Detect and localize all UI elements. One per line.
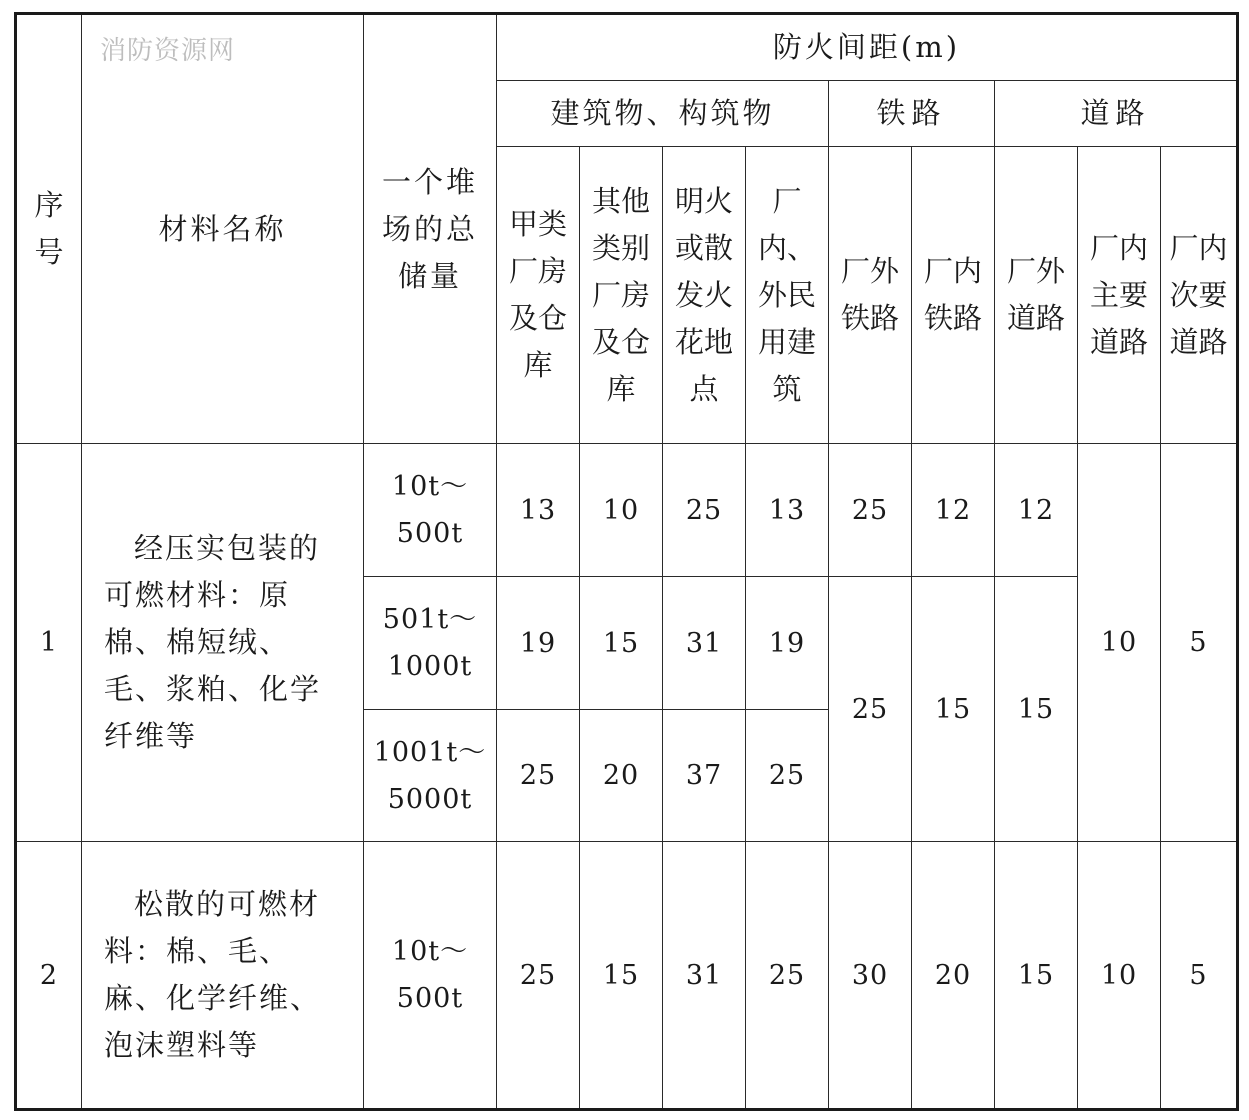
cell-c6: 15 bbox=[912, 577, 995, 842]
row-material bbox=[82, 444, 364, 842]
header-seq: 序号 bbox=[16, 14, 82, 444]
cell-c3: 31 bbox=[663, 577, 746, 710]
cell-c6: 12 bbox=[912, 444, 995, 577]
row-seq: 2 bbox=[16, 842, 82, 1110]
cell-c7: 15 bbox=[995, 577, 1078, 842]
header-col-civil-building: 厂内、外民用建筑 bbox=[746, 147, 829, 444]
cell-c2: 20 bbox=[580, 710, 663, 842]
cell-c8: 10 bbox=[1078, 842, 1161, 1110]
cell-c5: 30 bbox=[829, 842, 912, 1110]
watermark: 消防资源网 bbox=[100, 36, 236, 66]
header-col-class-a: 甲类厂房及仓库 bbox=[497, 147, 580, 444]
cell-c3: 25 bbox=[663, 444, 746, 577]
cell-c5: 25 bbox=[829, 577, 912, 842]
header-col-inside-railway: 厂内铁路 bbox=[912, 147, 995, 444]
row-total: 501t～1000t bbox=[364, 577, 497, 710]
cell-c2: 10 bbox=[580, 444, 663, 577]
row-material-text: 经压实包装的可燃材料：原棉、棉短绒、毛、浆粕、化学纤维等 bbox=[104, 531, 322, 753]
header-col-main-road: 厂内主要道路 bbox=[1078, 147, 1161, 444]
header-distance: 防火间距(m) bbox=[497, 14, 1238, 81]
header-material: 材料名称 bbox=[82, 14, 364, 444]
row-material bbox=[82, 842, 364, 1110]
cell-c1: 25 bbox=[497, 710, 580, 842]
row-total: 10t～500t bbox=[364, 842, 497, 1110]
header-col-open-flame: 明火或散发火花地点 bbox=[663, 147, 746, 444]
cell-c8: 10 bbox=[1078, 444, 1161, 842]
fire-distance-table bbox=[14, 12, 1239, 1111]
header-col-outside-road: 厂外道路 bbox=[995, 147, 1078, 444]
row-total: 10t～500t bbox=[364, 444, 497, 577]
header-col-secondary-road: 厂内次要道路 bbox=[1161, 147, 1238, 444]
cell-c4: 25 bbox=[746, 842, 829, 1110]
row-seq: 1 bbox=[16, 444, 82, 842]
cell-c3: 37 bbox=[663, 710, 746, 842]
cell-c5: 25 bbox=[829, 444, 912, 577]
cell-c9: 5 bbox=[1161, 842, 1238, 1110]
cell-c9: 5 bbox=[1161, 444, 1238, 842]
cell-c1: 25 bbox=[497, 842, 580, 1110]
header-col-outside-railway: 厂外铁路 bbox=[829, 147, 912, 444]
cell-c4: 25 bbox=[746, 710, 829, 842]
row-material-text: 松散的可燃材料：棉、毛、麻、化学纤维、泡沫塑料等 bbox=[104, 887, 322, 1062]
cell-c1: 13 bbox=[497, 444, 580, 577]
table-row bbox=[16, 842, 1238, 1110]
header-group-building: 建筑物、构筑物 bbox=[497, 81, 829, 147]
cell-c2: 15 bbox=[580, 577, 663, 710]
row-total: 1001t～5000t bbox=[364, 710, 497, 842]
cell-c1: 19 bbox=[497, 577, 580, 710]
cell-c2: 15 bbox=[580, 842, 663, 1110]
cell-c7: 15 bbox=[995, 842, 1078, 1110]
cell-c6: 20 bbox=[912, 842, 995, 1110]
cell-c4: 13 bbox=[746, 444, 829, 577]
header-group-railway: 铁路 bbox=[829, 81, 995, 147]
cell-c4: 19 bbox=[746, 577, 829, 710]
header-group-road: 道路 bbox=[995, 81, 1238, 147]
cell-c3: 31 bbox=[663, 842, 746, 1110]
cell-c7: 12 bbox=[995, 444, 1078, 577]
fire-distance-table-container bbox=[14, 12, 1236, 1108]
header-col-other-class: 其他类别厂房及仓库 bbox=[580, 147, 663, 444]
header-total: 一个堆场的总储量 bbox=[364, 14, 497, 444]
table-row bbox=[16, 444, 1238, 577]
